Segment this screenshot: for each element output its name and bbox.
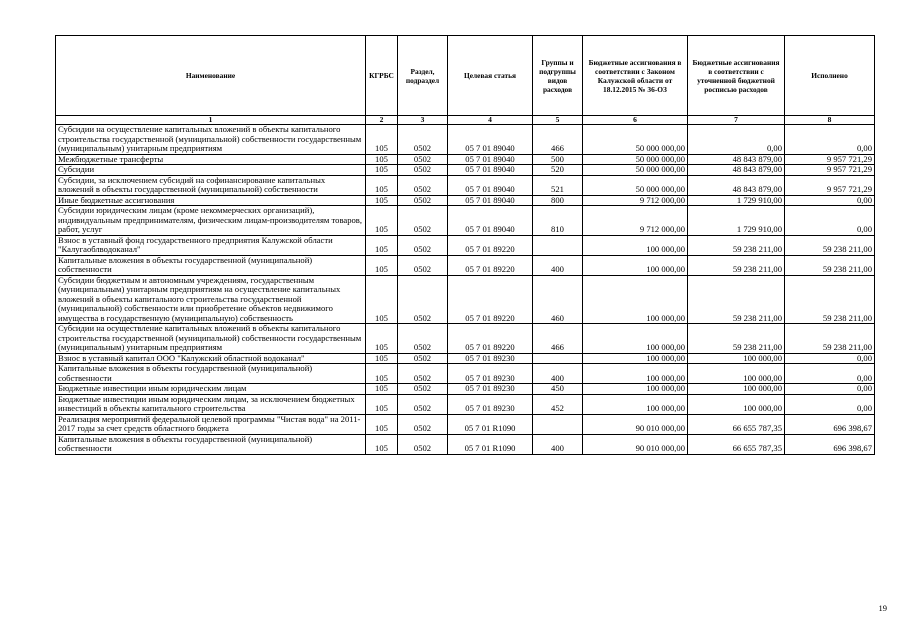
column-number: 1	[56, 116, 366, 125]
cell-group	[533, 414, 583, 434]
header-executed: Исполнено	[785, 36, 875, 116]
cell-section: 0502	[398, 195, 448, 206]
column-number: 4	[448, 116, 533, 125]
cell-target: 05 7 01 89220	[448, 255, 533, 275]
cell-kgrbs: 105	[366, 384, 398, 395]
cell-name: Бюджетные инвестиции иным юридическим лицам, за исключением бюджетных инвестиций в объекты капитального строительства	[56, 394, 366, 414]
column-number: 6	[583, 116, 688, 125]
table-row	[56, 154, 875, 165]
cell-kgrbs: 105	[366, 255, 398, 275]
cell-executed-amount: 0,00	[785, 206, 875, 236]
cell-name: Субсидии на осуществление капитальных вложений в объекты капитального строительства государственной (муниципальной) собственности государственным (муниципальным) унитарным предприятиям	[56, 125, 366, 155]
cell-executed-amount: 0,00	[785, 364, 875, 384]
cell-kgrbs: 105	[366, 394, 398, 414]
table-row	[56, 275, 875, 324]
cell-target: 05 7 01 89040	[448, 165, 533, 176]
cell-group: 810	[533, 206, 583, 236]
table-row	[56, 384, 875, 395]
cell-executed-amount: 0,00	[785, 353, 875, 364]
cell-section: 0502	[398, 154, 448, 165]
cell-section: 0502	[398, 353, 448, 364]
cell-group: 400	[533, 364, 583, 384]
cell-section: 0502	[398, 165, 448, 176]
cell-name: Межбюджетные трансферты	[56, 154, 366, 165]
cell-law-amount: 90 010 000,00	[583, 434, 688, 454]
cell-revised-amount: 1 729 910,00	[688, 195, 785, 206]
table-row	[56, 165, 875, 176]
cell-law-amount: 100 000,00	[583, 324, 688, 354]
header-name: Наименование	[56, 36, 366, 116]
cell-kgrbs: 105	[366, 206, 398, 236]
cell-section: 0502	[398, 364, 448, 384]
cell-kgrbs: 105	[366, 434, 398, 454]
cell-law-amount: 100 000,00	[583, 255, 688, 275]
table-row	[56, 364, 875, 384]
cell-group	[533, 353, 583, 364]
cell-target: 05 7 01 89230	[448, 394, 533, 414]
header-revised: Бюджетные ассигнования в соответствии с уточненной бюджетной росписью расходов	[688, 36, 785, 116]
cell-section: 0502	[398, 384, 448, 395]
header-group: Группы и подгруппы видов расходов	[533, 36, 583, 116]
cell-kgrbs: 105	[366, 165, 398, 176]
cell-kgrbs: 105	[366, 353, 398, 364]
column-number: 7	[688, 116, 785, 125]
cell-target: 05 7 01 89040	[448, 195, 533, 206]
cell-name: Реализация мероприятий федеральной целевой программы "Чистая вода" на 2011-2017 годы за счет средств областного бюджета	[56, 414, 366, 434]
cell-revised-amount: 100 000,00	[688, 384, 785, 395]
cell-revised-amount: 59 238 211,00	[688, 275, 785, 324]
cell-group: 521	[533, 175, 583, 195]
header-kgrbs: КГРБС	[366, 36, 398, 116]
cell-kgrbs: 105	[366, 235, 398, 255]
column-number: 2	[366, 116, 398, 125]
cell-target: 05 7 01 89220	[448, 235, 533, 255]
cell-revised-amount: 59 238 211,00	[688, 324, 785, 354]
cell-executed-amount: 0,00	[785, 384, 875, 395]
cell-executed-amount: 696 398,67	[785, 414, 875, 434]
cell-target: 05 7 01 89040	[448, 206, 533, 236]
cell-kgrbs: 105	[366, 324, 398, 354]
cell-kgrbs: 105	[366, 175, 398, 195]
cell-name: Субсидии юридическим лицам (кроме некоммерческих организаций), индивидуальным предпринимателям, физическим лицам-производителям товаров, работ, услуг	[56, 206, 366, 236]
cell-target: 05 7 01 89230	[448, 384, 533, 395]
cell-law-amount: 50 000 000,00	[583, 165, 688, 176]
cell-revised-amount: 0,00	[688, 125, 785, 155]
cell-name: Субсидии бюджетным и автономным учреждениям, государственным (муниципальным) унитарным предприятиям на осуществление капитальных вложений в объекты капитального строительства государственной (муниципальной) собственности или приобретение объектов недвижимого имущества в государственную (муниципальную) собственность	[56, 275, 366, 324]
cell-group: 520	[533, 165, 583, 176]
cell-law-amount: 100 000,00	[583, 394, 688, 414]
cell-group	[533, 235, 583, 255]
table-row	[56, 324, 875, 354]
cell-name: Субсидии на осуществление капитальных вложений в объекты капитального строительства государственной (муниципальной) собственности государственным (муниципальным) унитарным предприятиям	[56, 324, 366, 354]
cell-name: Бюджетные инвестиции иным юридическим лицам	[56, 384, 366, 395]
table-row	[56, 235, 875, 255]
cell-law-amount: 100 000,00	[583, 235, 688, 255]
budget-table	[55, 35, 875, 455]
cell-group: 452	[533, 394, 583, 414]
cell-section: 0502	[398, 394, 448, 414]
cell-law-amount: 50 000 000,00	[583, 175, 688, 195]
header-law: Бюджетные ассигнования в соответствии с Законом Калужской области от 18.12.2015 № 36-ОЗ	[583, 36, 688, 116]
cell-executed-amount: 59 238 211,00	[785, 275, 875, 324]
header-target: Целевая статья	[448, 36, 533, 116]
cell-name: Субсидии	[56, 165, 366, 176]
table-row	[56, 434, 875, 454]
column-number: 5	[533, 116, 583, 125]
cell-revised-amount: 48 843 879,00	[688, 175, 785, 195]
cell-law-amount: 9 712 000,00	[583, 195, 688, 206]
cell-revised-amount: 48 843 879,00	[688, 154, 785, 165]
cell-target: 05 7 01 89040	[448, 154, 533, 165]
cell-name: Субсидии, за исключением субсидий на софинансирование капитальных вложений в объекты государственной (муниципальной) собственности	[56, 175, 366, 195]
cell-revised-amount: 59 238 211,00	[688, 235, 785, 255]
cell-kgrbs: 105	[366, 275, 398, 324]
cell-target: 05 7 01 89220	[448, 324, 533, 354]
cell-group: 466	[533, 125, 583, 155]
cell-revised-amount: 1 729 910,00	[688, 206, 785, 236]
cell-law-amount: 9 712 000,00	[583, 206, 688, 236]
cell-revised-amount: 66 655 787,35	[688, 414, 785, 434]
cell-section: 0502	[398, 275, 448, 324]
cell-target: 05 7 01 89230	[448, 353, 533, 364]
cell-law-amount: 100 000,00	[583, 384, 688, 395]
table-body	[56, 125, 875, 455]
cell-target: 05 7 01 89220	[448, 275, 533, 324]
cell-revised-amount: 59 238 211,00	[688, 255, 785, 275]
cell-group: 466	[533, 324, 583, 354]
cell-executed-amount: 9 957 721,29	[785, 165, 875, 176]
cell-law-amount: 90 010 000,00	[583, 414, 688, 434]
table-header-row	[56, 36, 875, 116]
table-row	[56, 353, 875, 364]
table-row	[56, 175, 875, 195]
cell-executed-amount: 59 238 211,00	[785, 255, 875, 275]
cell-law-amount: 100 000,00	[583, 364, 688, 384]
cell-law-amount: 50 000 000,00	[583, 125, 688, 155]
cell-revised-amount: 100 000,00	[688, 364, 785, 384]
cell-target: 05 7 01 R1090	[448, 414, 533, 434]
cell-section: 0502	[398, 324, 448, 354]
table-row	[56, 206, 875, 236]
cell-target: 05 7 01 89040	[448, 125, 533, 155]
cell-kgrbs: 105	[366, 125, 398, 155]
cell-executed-amount: 696 398,67	[785, 434, 875, 454]
header-section: Раздел, подраздел	[398, 36, 448, 116]
cell-group: 400	[533, 434, 583, 454]
cell-section: 0502	[398, 125, 448, 155]
cell-group: 460	[533, 275, 583, 324]
cell-section: 0502	[398, 175, 448, 195]
column-number: 3	[398, 116, 448, 125]
cell-name: Взнос в уставный капитал ООО "Калужский областной водоканал"	[56, 353, 366, 364]
cell-executed-amount: 9 957 721,29	[785, 175, 875, 195]
cell-target: 05 7 01 89040	[448, 175, 533, 195]
cell-revised-amount: 100 000,00	[688, 394, 785, 414]
cell-revised-amount: 48 843 879,00	[688, 165, 785, 176]
table-row	[56, 394, 875, 414]
table-row	[56, 414, 875, 434]
table-row	[56, 255, 875, 275]
cell-section: 0502	[398, 206, 448, 236]
cell-revised-amount: 100 000,00	[688, 353, 785, 364]
cell-kgrbs: 105	[366, 195, 398, 206]
cell-target: 05 7 01 89230	[448, 364, 533, 384]
cell-section: 0502	[398, 255, 448, 275]
table-row	[56, 125, 875, 155]
cell-executed-amount: 0,00	[785, 195, 875, 206]
cell-name: Капитальные вложения в объекты государственной (муниципальной) собственности	[56, 255, 366, 275]
cell-name: Капитальные вложения в объекты государственной (муниципальной) собственности	[56, 364, 366, 384]
cell-executed-amount: 59 238 211,00	[785, 324, 875, 354]
cell-revised-amount: 66 655 787,35	[688, 434, 785, 454]
cell-name: Капитальные вложения в объекты государственной (муниципальной) собственности	[56, 434, 366, 454]
cell-executed-amount: 0,00	[785, 394, 875, 414]
cell-name: Взнос в уставный фонд государственного предприятия Калужской области "Калугаоблводоканал"	[56, 235, 366, 255]
page-number: 19	[878, 603, 887, 613]
cell-group: 450	[533, 384, 583, 395]
cell-law-amount: 50 000 000,00	[583, 154, 688, 165]
cell-group: 500	[533, 154, 583, 165]
cell-section: 0502	[398, 434, 448, 454]
cell-target: 05 7 01 R1090	[448, 434, 533, 454]
column-number-row	[56, 116, 875, 125]
column-number: 8	[785, 116, 875, 125]
cell-group: 400	[533, 255, 583, 275]
cell-executed-amount: 59 238 211,00	[785, 235, 875, 255]
cell-kgrbs: 105	[366, 154, 398, 165]
cell-section: 0502	[398, 235, 448, 255]
cell-kgrbs: 105	[366, 364, 398, 384]
cell-kgrbs: 105	[366, 414, 398, 434]
table-row	[56, 195, 875, 206]
cell-section: 0502	[398, 414, 448, 434]
cell-executed-amount: 0,00	[785, 125, 875, 155]
cell-executed-amount: 9 957 721,29	[785, 154, 875, 165]
cell-law-amount: 100 000,00	[583, 275, 688, 324]
cell-law-amount: 100 000,00	[583, 353, 688, 364]
cell-name: Иные бюджетные ассигнования	[56, 195, 366, 206]
cell-group: 800	[533, 195, 583, 206]
